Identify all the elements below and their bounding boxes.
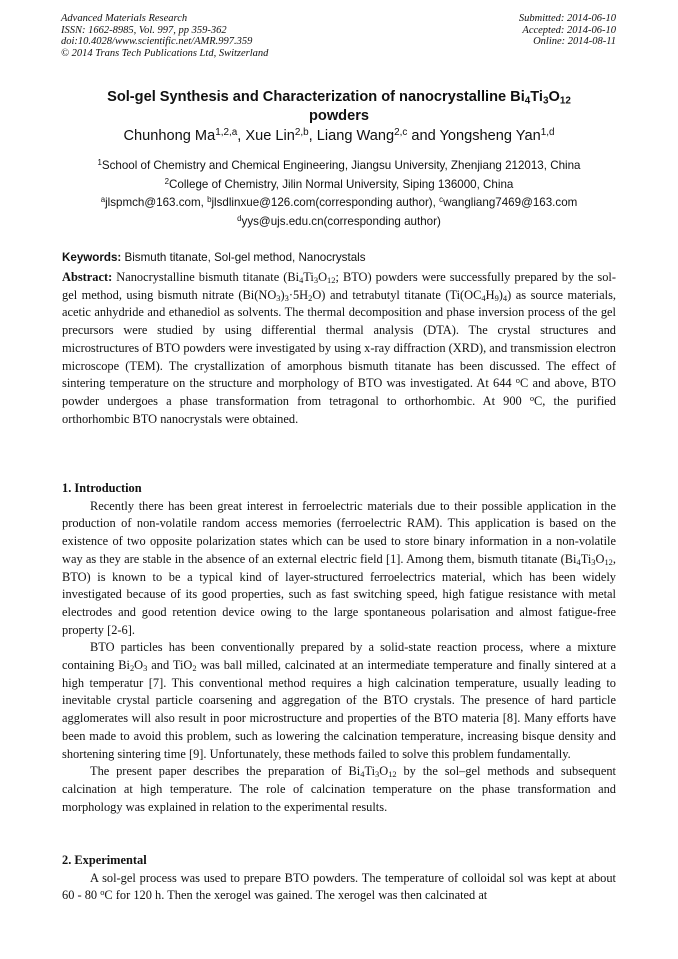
affiliation-2: $^2$College of Chemistry, Jilin Normal University, Siping 136000, China: [164, 176, 514, 191]
emails-line-2: $^d$yys@ujs.edu.cn(corresponding author): [237, 214, 441, 229]
submitted-date: Submitted: 2014-06-10: [518, 13, 616, 24]
issn: ISSN: 1662-8985, Vol. 997, pp 359-362: [61, 24, 227, 36]
keywords: [62, 251, 616, 264]
affiliations: [60, 157, 618, 232]
author-4: Yongsheng Yan$^{1,d}$: [439, 127, 555, 144]
experimental-section: [62, 852, 616, 905]
author-3: Liang Wang$^{2,c}$ and: [316, 127, 440, 144]
journal-name: Advanced Materials Research: [61, 13, 188, 24]
experimental-heading: 2. Experimental: [62, 853, 147, 867]
online-date: Online: 2014-08-11: [533, 36, 616, 48]
author-1: Chunhong Ma$^{1,2,a}$,: [123, 127, 246, 144]
abstract: Abstract: Nanocrystalline bismuth titanate ($Bi_4Ti_3O_{12}$; BTO) powders were successfully prepared by the sol-gel method, using bismuth nitrate $(Bi(NO_3)_3\cdot 5H_2O)$ and tetrabutyl titanate $(Ti(OC_4H_9)_4)$ as source materials, acetic anhydride and ethanediol as solvents. The thermal decomposition and phase inversion process of the gel precursors were studied by using differential thermal analysis (DTA). The crystal structures and microstructures of BTO powders were investigated by using x-ray diffraction (XRD), and transmission electron microscope (TEM). The crystallization of amorphous bismuth titanate has been discussed. The effect of sintering temperature on the structure and morphology of BTO was investigated. At 644 $^o$C and above, BTO powder undergoes a phase transformation from tetragonal to orthorhombic. At 900 $^o$C, the purified orthorhombic BTO nanocrystals were obtained.: [62, 270, 616, 426]
intro-paragraph-3: The present paper describes the preparation of $Bi_4Ti_3O_{12}$ by the sol–gel methods and subsequent calcination at high temperature. The role of calcination temperature on the phase transformation and morphology was explained in relation to the experimental results.: [62, 764, 616, 814]
author-2: Xue Lin$^{2,b}$,: [245, 127, 317, 144]
intro-paragraph-2: BTO particles has been conventionally prepared by a solid-state reaction process, where a mixture containing $Bi_2O_3$ and TiO$_2$ was ball milled, calcinated at an intermediate temperature and finally sintered at a high temperatur [7]. This conventional method requires a high calcination temperature, usually leading to inevitable crystal particle coarsening and aggregation of the BTO crystals. The presence of hard particle agglomerates will also result in poor microstructure and properties of the BTO materia [8]. Many efforts have been made to avoid this problem, such as lowering the calcination temperature, increasing bisque density and shortening sintering time [9]. Unfortunately, these methods failed to solve this problem fundamentally.: [62, 640, 617, 761]
affiliation-1: $^1$School of Chemistry and Chemical Engineering, Jiangsu University, Zhenjiang 212013, China: [97, 158, 581, 172]
intro-paragraph-1: Recently there has been great interest in ferroelectric materials due to their possible application in the production of non-volatile random access memories (ferroelectric RAM). This application is based on the existence of two opposite polarization states which can be used to store binary information in a non-volatile way as they are stable in the absence of an external electric field [1]. Among them, bismuth titanate ($Bi_4Ti_3O_{12}$, BTO) is known to be a typical kind of layer-structured ferroelectrics material, which has been widely investigated because of its good properties, such as fast switching speed, high fatigue resistance with metal electrodes and good retention device owing to the large spontaneous polarisation and almost fatigue-free property [2-6].: [62, 498, 616, 637]
dates-info: [519, 13, 616, 48]
author-list: [60, 127, 618, 145]
abstract-label: Abstract:: [62, 270, 113, 284]
journal-info: [61, 13, 268, 59]
emails-line-1: $^a$jlspmch@163.com, $^b$jlsdlinxue@126.com(corresponding author), $^c$wangliang7469@163.com: [100, 195, 578, 210]
experimental-paragraph-1: A sol-gel process was used to prepare BTO powders. The temperature of colloidal sol was kept at about 60 - 80 $^o$C for 120 h. Then the xerogel was gained. The xerogel was then calcinated at: [62, 870, 616, 903]
doi: doi:10.4028/www.scientific.net/AMR.997.359: [61, 36, 253, 48]
accepted-date: Accepted: 2014-06-10: [522, 24, 616, 36]
introduction-section: [62, 480, 616, 816]
introduction-heading: 1. Introduction: [62, 481, 142, 495]
keywords-text: Bismuth titanate, Sol-gel method, Nanocrystals: [121, 251, 366, 264]
paper-title: Sol-gel Synthesis and Characterization of nanocrystalline $Bi_4Ti_3O_{12}$ powders: [107, 89, 571, 124]
copyright: © 2014 Trans Tech Publications Ltd, Switzerland: [61, 47, 269, 59]
keywords-label: Keywords:: [62, 251, 122, 264]
